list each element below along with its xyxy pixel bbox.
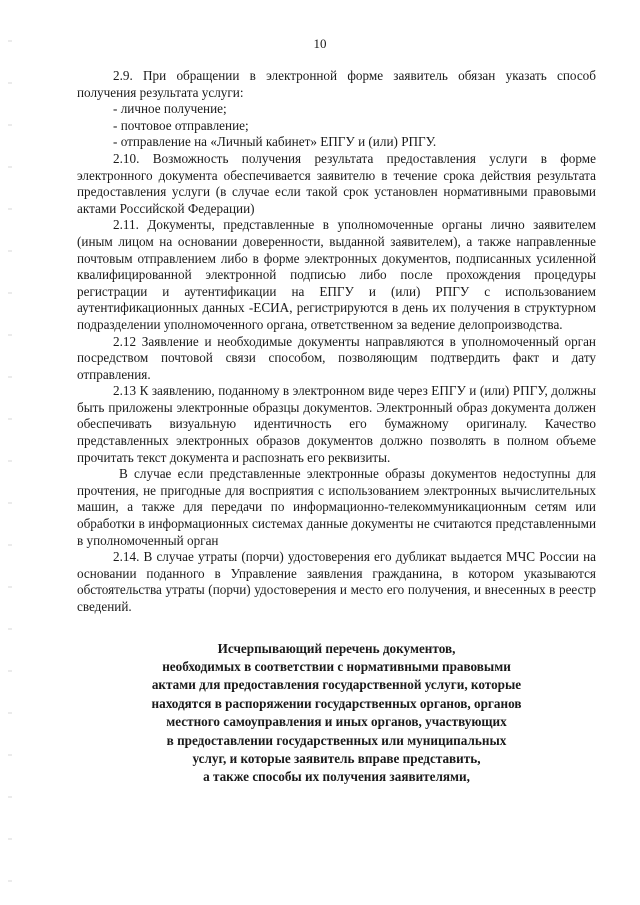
paragraph-2-13-continued: В случае если представленные электронные образы документов недоступны для прочтения, не пригодные для восприятия с использованием электронных вычислительных машин, а также для передачи по информационно-телекоммуникационным сетям или обработки в информационных системах данные документы не считаются представленными в уполномоченный орган bbox=[77, 466, 596, 548]
page-number: 10 bbox=[313, 36, 327, 51]
heading-line: а также способы их получения заявителями, bbox=[203, 769, 470, 785]
document-body bbox=[77, 68, 596, 787]
list-item: - отправление на «Личный кабинет» ЕПГУ и (или) РПГУ. bbox=[113, 134, 437, 150]
paragraph-2-9: 2.9. При обращении в электронной форме заявитель обязан указать способ получения результата услуги: bbox=[77, 68, 596, 100]
scan-margin-marks bbox=[8, 0, 12, 905]
heading-line: в предоставлении государственных или муниципальных bbox=[166, 732, 507, 748]
section-heading bbox=[77, 640, 596, 787]
list-item: - личное получение; bbox=[113, 101, 227, 117]
list-item: - почтовое отправление; bbox=[113, 117, 249, 133]
heading-line: необходимых в соответствии с нормативными правовыми bbox=[162, 659, 511, 674]
paragraph-2-10: 2.10. Возможность получения результата предоставления услуги в форме электронного документа обеспечивается заявителю в течение срока действия результата предоставления услуги (в случае если такой срок установлен нормативными правовыми актами Российской Федерации) bbox=[77, 150, 596, 216]
heading-line: актами для предоставления государственной услуги, которые bbox=[151, 677, 522, 693]
heading-line: услуг, и которые заявитель вправе представить, bbox=[192, 751, 481, 767]
paragraph-2-14: 2.14. В случае утраты (порчи) удостоверения его дубликат выдается МЧС России на основании поданного в Управление заявления гражданина, в котором указываются обстоятельства утраты (порчи) удостоверения и место его получения, и внесенных в реестр сведений. bbox=[77, 549, 596, 614]
heading-line: Исчерпывающий перечень документов, bbox=[217, 640, 456, 656]
heading-line: местного самоуправления и иных органов, участвующих bbox=[166, 714, 507, 730]
paragraph-2-12: 2.12 Заявление и необходимые документы направляются в уполномоченный орган посредством почтовой связи способом, позволяющим подтвердить факт и дату отправления. bbox=[77, 333, 596, 382]
paragraph-2-11: 2.11. Документы, представленные в уполномоченные органы лично заявителем (иным лицом на основании доверенности, выданной заявителем), а также направленные почтовым отправлением либо в форме электронных документов, подписанных усиленной квалифицированной электронной подписью либо после прохождения процедуры регистрации и аутентификации на ЕПГУ и (или) РПГУ с использованием аутентификационных данных -ЕСИА, регистрируются в день их получения в структурном подразделении уполномоченного органа, ответственном за ведение делопроизводства. bbox=[77, 217, 596, 332]
paragraph-2-13: 2.13 К заявлению, поданному в электронном виде через ЕПГУ и (или) РПГУ, должны быть приложены электронные образцы документов. Электронный образ документа должен обеспечивать визуальную идентичность его бумажному оригиналу. Качество представленных электронных образов документов должно позволять в полном объеме прочитать текст документа и распознать его реквизиты. bbox=[77, 383, 596, 465]
heading-line: находятся в распоряжении государственных органов, органов bbox=[151, 695, 522, 711]
